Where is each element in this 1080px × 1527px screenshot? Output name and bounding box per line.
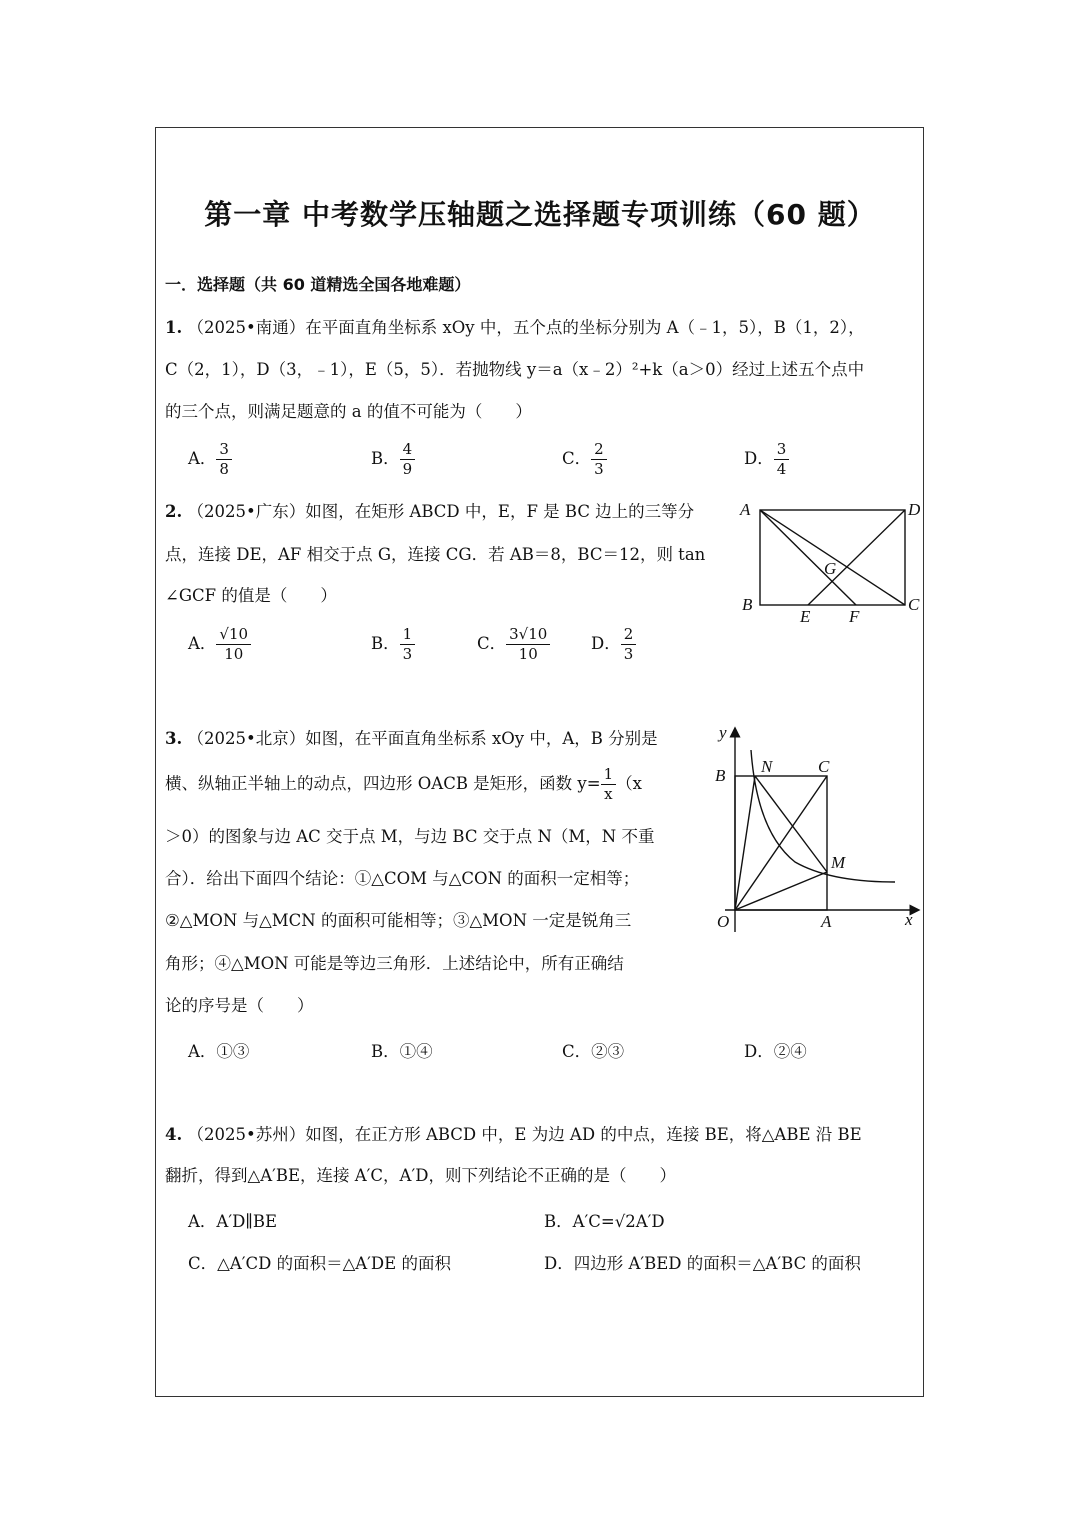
- fraction: $\frac{√10}{10}$: [216, 625, 251, 664]
- label-d: D: [908, 500, 921, 519]
- fraction: $\frac{2}{3}$: [621, 625, 637, 664]
- q3-text-2a: 横、纵轴正半轴上的动点，四边形 OACB 是矩形，函数 y=: [165, 774, 601, 793]
- q1-line-1: [165, 317, 865, 338]
- q2-option-b[interactable]: [371, 625, 415, 664]
- q4-option-c[interactable]: C．△A′CD 的面积＝△A′DE 的面积: [188, 1254, 451, 1273]
- segment-nm: [755, 776, 827, 872]
- q1-option-a[interactable]: [188, 440, 232, 479]
- fraction: $\frac{3√10}{10}$: [506, 625, 550, 664]
- label-f: F: [849, 607, 860, 626]
- option-label: C．: [562, 449, 592, 468]
- q4-text-2: 翻折，得到△A′BE，连接 A′C，A′D，则下列结论不正确的是（ ）: [165, 1166, 676, 1185]
- q3-option-b[interactable]: B．①④: [371, 1042, 433, 1061]
- q2-text-3: ∠GCF 的值是（ ）: [165, 586, 337, 605]
- q1-text-3: 的三个点，则满足题意的 a 的值不可能为（ ）: [165, 402, 532, 421]
- segment-af: [760, 510, 856, 605]
- q2-text-1: （2025•广东）如图，在矩形 ABCD 中，E，F 是 BC 边上的三等分: [187, 502, 695, 521]
- option-label: A．: [188, 634, 217, 653]
- q3-line-2: [165, 765, 642, 804]
- label-c: C: [908, 595, 920, 614]
- q1-number: 1.: [165, 318, 183, 337]
- q3-text-4: 合）．给出下面四个结论：①△COM 与△CON 的面积一定相等；: [165, 869, 640, 888]
- q4-line-1: [165, 1124, 862, 1145]
- page-title: 第一章 中考数学压轴题之选择题专项训练（60 题）: [204, 198, 876, 231]
- segment-ac: [760, 510, 905, 605]
- q1-option-d[interactable]: [744, 440, 789, 479]
- fraction: $\frac{2}{3}$: [591, 440, 607, 479]
- label-b: B: [715, 766, 726, 785]
- q3-option-d[interactable]: D．②④: [744, 1042, 807, 1061]
- q3-text-1: （2025•北京）如图，在平面直角坐标系 xOy 中，A，B 分别是: [187, 729, 658, 748]
- q2-number: 2.: [165, 502, 183, 521]
- fraction: $\frac{4}{9}$: [400, 440, 416, 479]
- q1-text-1: （2025•南通）在平面直角坐标系 xOy 中，五个点的坐标分别为 A（﹣1，5），B（1，2），: [187, 318, 865, 337]
- q3-text-6: 角形；④△MON 可能是等边三角形．上述结论中，所有正确结: [165, 954, 624, 973]
- label-a: A: [740, 500, 751, 519]
- q2-option-a[interactable]: [188, 625, 251, 664]
- q2-text-2: 点，连接 DE，AF 相交于点 G，连接 CG．若 AB＝8，BC＝12，则 tan: [165, 545, 706, 564]
- option-label: B．: [371, 449, 400, 468]
- label-o: O: [717, 912, 730, 931]
- q4-option-d[interactable]: D．四边形 A′BED 的面积＝△A′BC 的面积: [544, 1254, 861, 1273]
- q2-option-c[interactable]: [477, 625, 550, 664]
- q3-text-2b: （x: [616, 774, 642, 793]
- q2-rectangle-figure: [738, 496, 928, 628]
- segment-de: [808, 510, 905, 605]
- label-g: G: [824, 559, 837, 578]
- q1-option-c[interactable]: [562, 440, 607, 479]
- q4-text-1: （2025•苏州）如图，在正方形 ABCD 中，E 为边 AD 的中点，连接 BE，将△ABE 沿 BE: [187, 1125, 862, 1144]
- option-label: A．: [188, 449, 217, 468]
- q3-line-1: [165, 728, 658, 749]
- q4-number: 4.: [165, 1125, 183, 1144]
- fraction: $\frac{3}{4}$: [774, 440, 790, 479]
- label-x: x: [905, 910, 913, 929]
- label-b: B: [742, 595, 753, 614]
- q3-coordinate-figure: [705, 722, 925, 947]
- option-label: D．: [591, 634, 621, 653]
- q3-number: 3.: [165, 729, 183, 748]
- q1-option-b[interactable]: [371, 440, 415, 479]
- segment-on: [735, 776, 755, 910]
- label-c: C: [818, 757, 830, 776]
- fraction: $\frac{1}{x}$: [601, 765, 617, 804]
- section-heading: 一．选择题（共 60 道精选全国各地难题）: [165, 275, 471, 294]
- label-m: M: [831, 853, 846, 872]
- label-a: A: [821, 912, 832, 931]
- q4-option-a[interactable]: A．A′D∥BE: [188, 1212, 278, 1231]
- fraction: $\frac{3}{8}$: [216, 440, 232, 479]
- q3-text-7: 论的序号是（ ）: [165, 996, 314, 1015]
- label-n: N: [761, 757, 773, 776]
- q3-option-a[interactable]: A．①③: [188, 1042, 250, 1061]
- q3-text-3: ＞0）的图象与边 AC 交于点 M，与边 BC 交于点 N（M，N 不重: [165, 827, 655, 846]
- q2-line-1: [165, 501, 694, 522]
- q3-option-c[interactable]: C．②③: [562, 1042, 625, 1061]
- option-label: B．: [371, 634, 400, 653]
- fraction: $\frac{1}{3}$: [400, 625, 416, 664]
- q1-text-2: C（2，1），D（3，﹣1），E（5，5）．若抛物线 y＝a（x﹣2）²+k（a＞0）经过上述五个点中: [165, 360, 865, 379]
- option-label: D．: [744, 449, 774, 468]
- q4-option-b[interactable]: B．A′C=√2A′D: [544, 1212, 665, 1231]
- label-y: y: [719, 723, 727, 742]
- label-e: E: [800, 607, 811, 626]
- option-label: C．: [477, 634, 507, 653]
- q2-option-d[interactable]: [591, 625, 636, 664]
- diagonal-oc: [735, 776, 827, 910]
- q3-text-5: ②△MON 与△MCN 的面积可能相等；③△MON 一定是锐角三: [165, 911, 632, 930]
